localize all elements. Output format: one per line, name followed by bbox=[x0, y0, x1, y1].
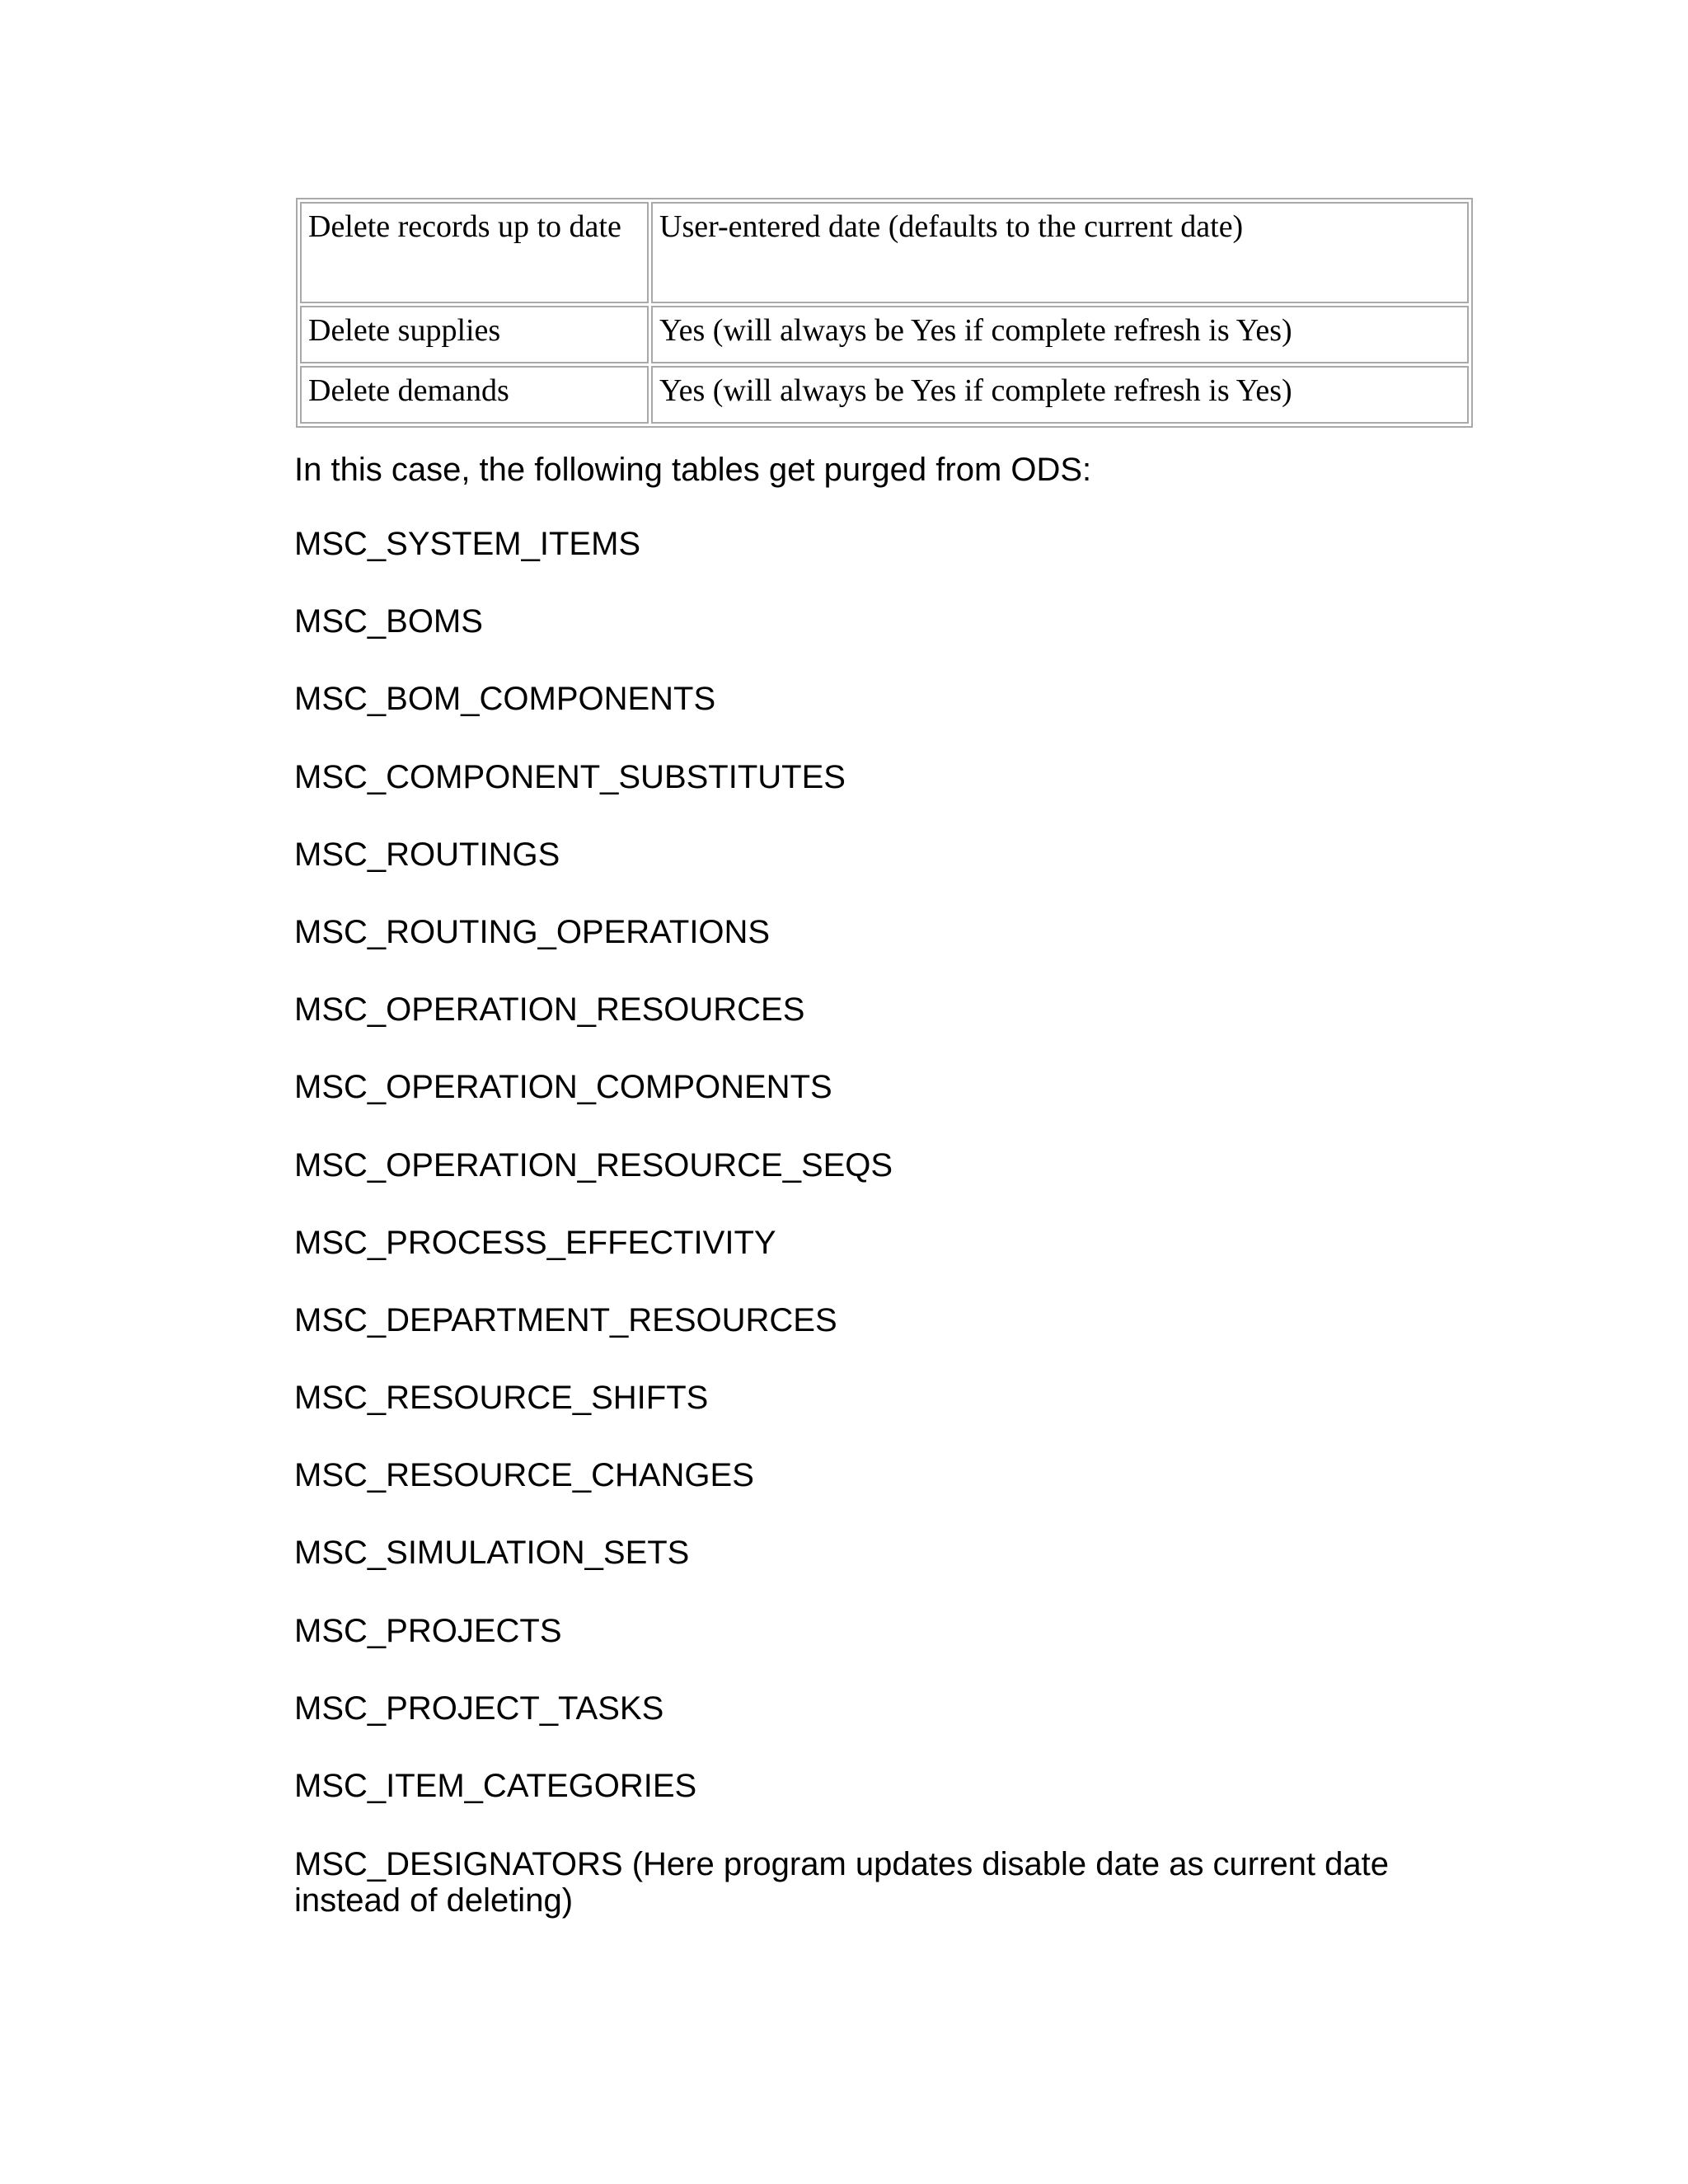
list-item: MSC_OPERATION_RESOURCE_SEQS bbox=[294, 1146, 893, 1183]
parameter-value-cell: Yes (will always be Yes if complete refresh is Yes) bbox=[651, 306, 1469, 363]
designators-note: MSC_DESIGNATORS (Here program updates disable date as current date instead of deleting) bbox=[294, 1846, 1390, 1919]
list-item: MSC_PROJECTS bbox=[294, 1612, 562, 1649]
parameter-name-cell: Delete supplies bbox=[300, 306, 649, 363]
list-item: MSC_BOMS bbox=[294, 603, 483, 640]
list-item: MSC_PROJECT_TASKS bbox=[294, 1690, 664, 1727]
list-item: MSC_SYSTEM_ITEMS bbox=[294, 526, 641, 562]
list-item: MSC_RESOURCE_SHIFTS bbox=[294, 1380, 709, 1417]
parameter-value-cell: User-entered date (defaults to the current date) bbox=[651, 202, 1469, 303]
list-item: MSC_ITEM_CATEGORIES bbox=[294, 1768, 697, 1804]
table-row bbox=[300, 366, 1469, 424]
list-item: MSC_SIMULATION_SETS bbox=[294, 1535, 690, 1572]
list-item: MSC_BOM_COMPONENTS bbox=[294, 681, 716, 718]
list-item: MSC_ROUTING_OPERATIONS bbox=[294, 913, 771, 950]
list-item: MSC_COMPONENT_SUBSTITUTES bbox=[294, 758, 846, 795]
purged-tables-list bbox=[294, 526, 893, 1845]
list-item: MSC_RESOURCE_CHANGES bbox=[294, 1457, 754, 1494]
parameter-name-cell: Delete demands bbox=[300, 366, 649, 424]
list-item: MSC_OPERATION_COMPONENTS bbox=[294, 1069, 832, 1106]
intro-paragraph: In this case, the following tables get purged from ODS: bbox=[294, 452, 1092, 488]
list-item: MSC_DEPARTMENT_RESOURCES bbox=[294, 1301, 837, 1338]
list-item: MSC_ROUTINGS bbox=[294, 836, 560, 873]
list-item: MSC_OPERATION_RESOURCES bbox=[294, 991, 805, 1029]
parameter-name-cell: Delete records up to date bbox=[300, 202, 649, 303]
table-row bbox=[300, 202, 1469, 303]
table-row bbox=[300, 306, 1469, 363]
parameter-value-cell: Yes (will always be Yes if complete refresh is Yes) bbox=[651, 366, 1469, 424]
purge-parameters-table bbox=[296, 198, 1473, 428]
list-item: MSC_PROCESS_EFFECTIVITY bbox=[294, 1224, 776, 1261]
